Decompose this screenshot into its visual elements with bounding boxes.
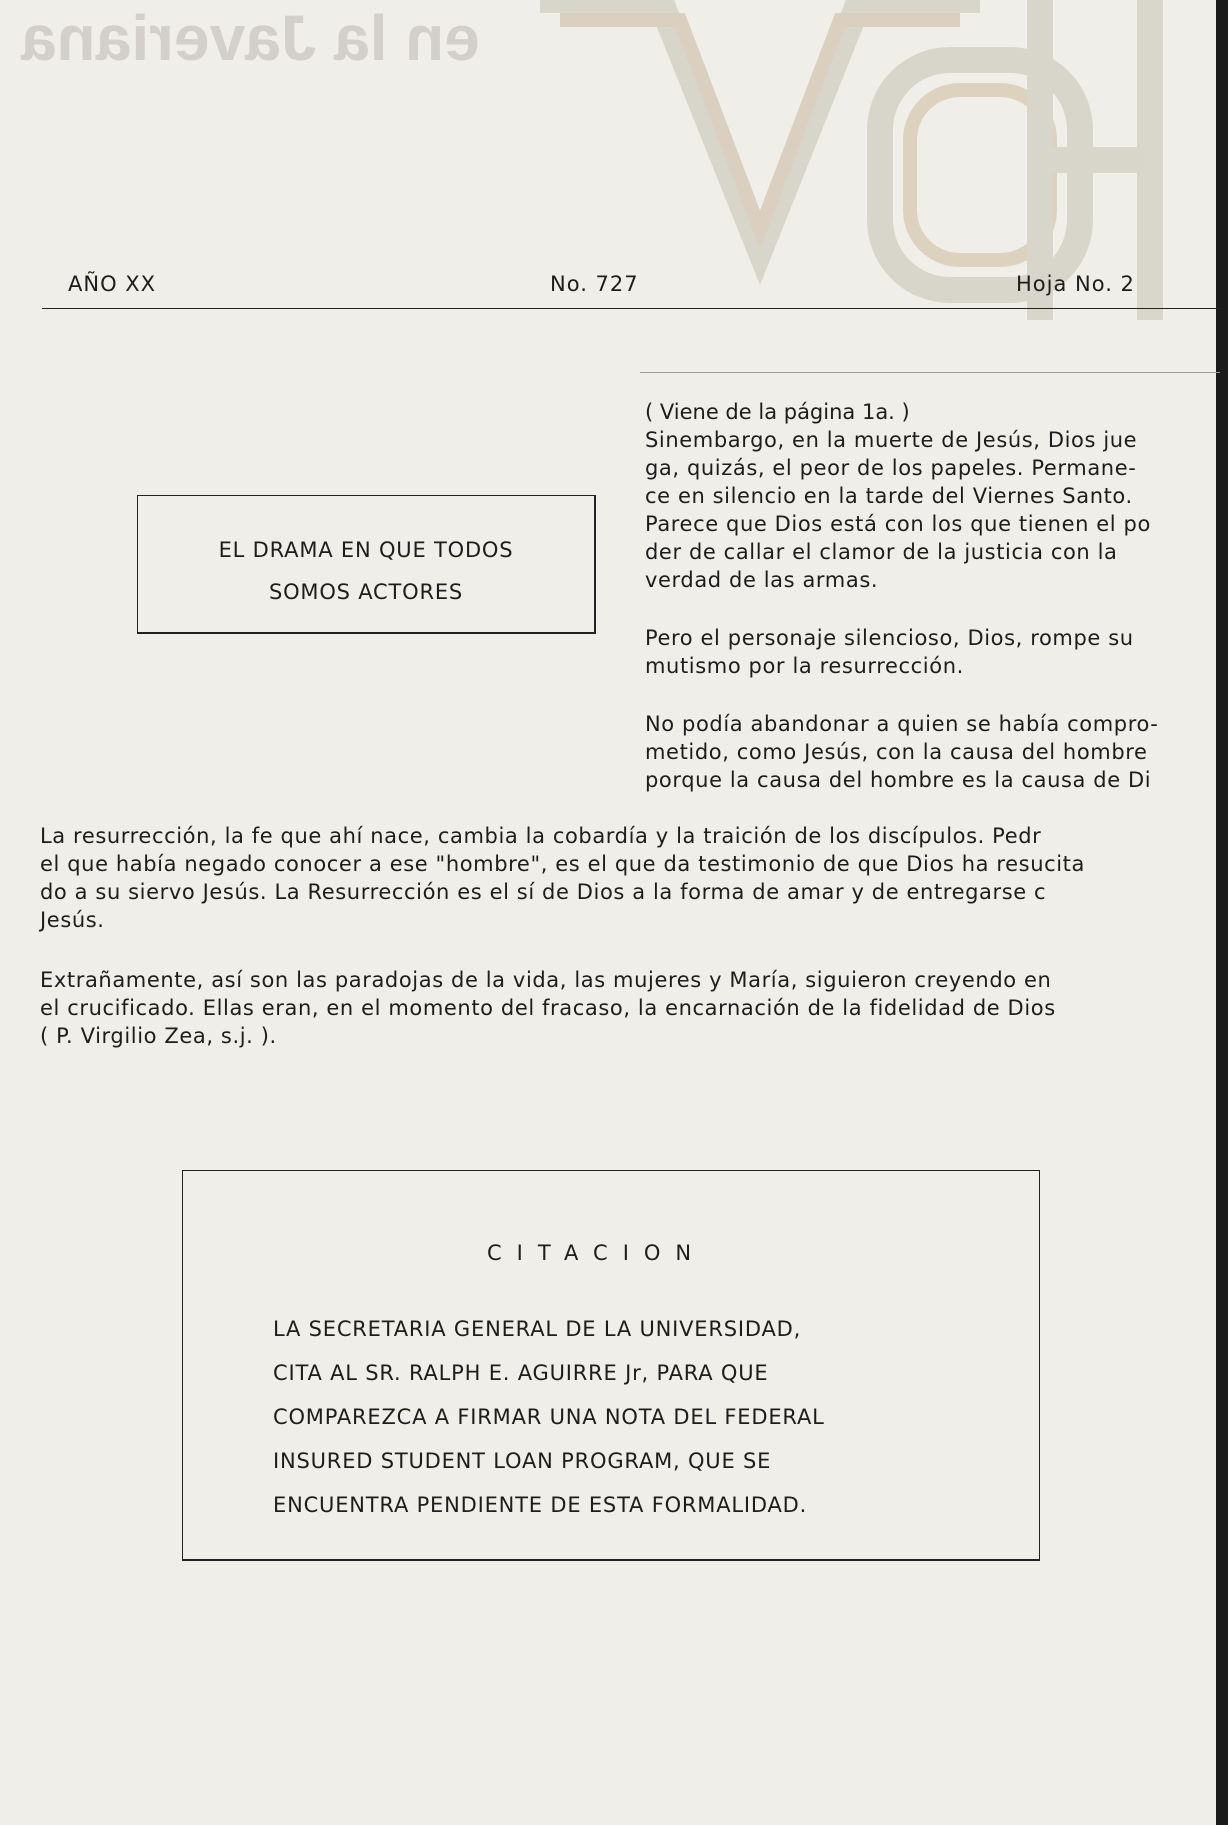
paragraph-commitment	[645, 710, 1220, 794]
text-line: ce en silencio en la tarde del Viernes Santo.	[645, 484, 1133, 508]
citation-notice-box	[182, 1170, 1040, 1561]
notice-line: INSURED STUDENT LOAN PROGRAM, QUE SE	[273, 1449, 772, 1473]
article-title-box	[137, 495, 596, 634]
text-line: ga, quizás, el peor de los papeles. Permane-	[645, 456, 1137, 480]
text-line: La resurrección, la fe que ahí nace, cambia la cobardía y la traición de los discípulos. Pedr	[40, 824, 1042, 848]
citation-title: CITACION	[487, 1241, 707, 1265]
continuation-note: ( Viene de la página 1a. )	[645, 400, 910, 424]
text-line: Pero el personaje silencioso, Dios, rompe su	[645, 626, 1134, 650]
article-title-line-1: EL DRAMA EN QUE TODOS	[218, 538, 514, 562]
notice-line: COMPAREZCA A FIRMAR UNA NOTA DEL FEDERAL	[273, 1405, 825, 1429]
notice-line: ENCUENTRA PENDIENTE DE ESTA FORMALIDAD.	[273, 1493, 808, 1517]
text-line: do a su siervo Jesús. La Resurrección es el sí de Dios a la forma de amar y de entregarse c	[40, 880, 1047, 904]
notice-line: LA SECRETARIA GENERAL DE LA UNIVERSIDAD,	[273, 1317, 802, 1341]
text-line: der de callar el clamor de la justicia con la	[645, 540, 1118, 564]
text-line: metido, como Jesús, con la causa del hombre	[645, 740, 1148, 764]
text-line: Extrañamente, así son las paradojas de la vida, las mujeres y María, siguieron creyendo en	[40, 968, 1052, 992]
paragraph-paradoxes	[40, 966, 1220, 1050]
issue-number: No. 727	[550, 272, 639, 296]
text-line: ( P. Virgilio Zea, s.j. ).	[40, 1024, 277, 1048]
issue-year: AÑO XX	[68, 272, 157, 296]
text-line: No podía abandonar a quien se había compro-	[645, 712, 1159, 736]
text-line: Parece que Dios está con los que tienen el po	[645, 512, 1151, 536]
text-line: el crucificado. Ellas eran, en el momento del fracaso, la encarnación de la fidelidad de Dios	[40, 996, 1056, 1020]
header-subrule	[640, 372, 1220, 373]
paragraph-resurrection	[40, 822, 1220, 934]
text-line: Sinembargo, en la muerte de Jesús, Dios jue	[645, 428, 1138, 452]
notice-line: CITA AL SR. RALPH E. AGUIRRE Jr, PARA QUE	[273, 1361, 769, 1385]
text-line: el que había negado conocer a ese "hombre", es el que da testimonio de que Dios ha resucita	[40, 852, 1085, 876]
paragraph-mutism	[645, 624, 1220, 680]
masthead-mirror-text: en la Javeriana	[21, 2, 480, 74]
text-line: mutismo por la resurrección.	[645, 654, 964, 678]
article-title-line-2: SOMOS ACTORES	[268, 580, 464, 604]
text-line: verdad de las armas.	[645, 568, 879, 592]
sheet-number: Hoja No. 2	[1016, 272, 1135, 296]
issue-header	[68, 272, 1188, 306]
text-line: Jesús.	[40, 908, 105, 932]
header-rule	[42, 308, 1222, 309]
text-line: porque la causa del hombre es la causa de Di	[645, 768, 1152, 792]
paragraph-silence	[645, 426, 1220, 594]
